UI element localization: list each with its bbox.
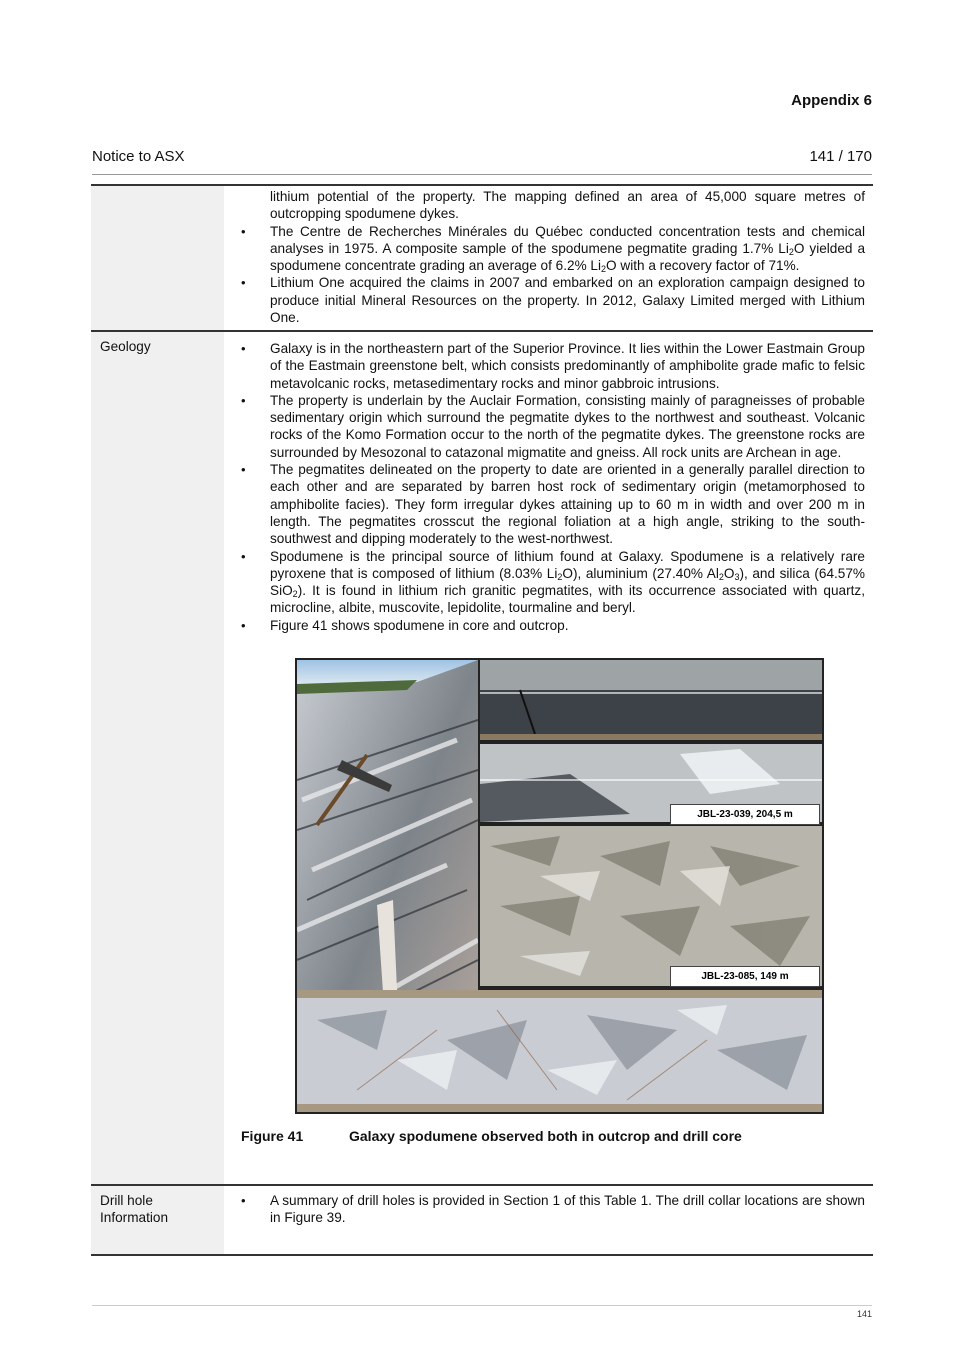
drill-core-photo-4	[297, 990, 822, 1112]
bullet-item: • The pegmatites delineated on the property to date are oriented in a generally parallel direction to each other and are separated by barren host rock of sedimentary origin (metamorphosed to amphibolite facies). They form irregular dykes attaining up to 60 m in width and over 200 m in length. The pegmatites crosscut the regional foliation at a high angle, striking to the south-southwest and dipping moderately to the west-northwest.	[241, 461, 865, 547]
row-body	[224, 331, 873, 1185]
bullet-list	[241, 186, 865, 326]
bullet-item: • Figure 41 shows spodumene in core and outcrop.	[241, 617, 865, 634]
page-counter: 141 / 170	[809, 148, 872, 165]
bullet-item: lithium potential of the property. The mapping defined an area of 45,000 square metres of outcropping spodumene dykes.	[270, 189, 865, 222]
row-body	[224, 185, 873, 331]
bullet-item: • The property is underlain by the Auclair Formation, consisting mainly of paragneisses of probable sedimentary origin which surround the pegmatite dykes to the northwest and southeast. Volcanic rocks of the Komo Formation occur to the north of the pegmatite dykes. The greenstone rocks are surrounded by Mesozonal to catazonal migmatite and gneiss. All rock units are Archean in age.	[241, 392, 865, 461]
header-divider	[92, 174, 872, 175]
bullet-list	[241, 332, 865, 634]
bullet-item: • A summary of drill holes is provided in Section 1 of this Table 1. The drill collar locations are shown in Figure 39.	[241, 1192, 865, 1227]
row-label	[91, 185, 224, 331]
appendix-title: Appendix 6	[791, 92, 872, 109]
bullet-item: • Galaxy is in the northeastern part of the Superior Province. It lies within the Lower Eastmain Group of the Eastmain greenstone belt, which consists predominantly of amphibolite grade mafic to felsic metavolcanic rocks, metasedimentary rocks and minor gabbroic intrusions.	[241, 340, 865, 392]
document-name: Notice to ASX	[92, 148, 185, 165]
info-table	[91, 184, 873, 1256]
footer-divider	[92, 1305, 872, 1306]
drill-core-photo-3	[480, 826, 822, 986]
row-body	[224, 1185, 873, 1255]
footer-page-number: 141	[856, 1309, 872, 1319]
row-label: Drill hole Information	[91, 1185, 224, 1255]
figure-41-image	[295, 658, 824, 1114]
drill-core-photo-1	[480, 660, 822, 740]
figure-caption	[241, 1128, 865, 1145]
table-row	[91, 185, 873, 331]
row-label: Geology	[91, 331, 224, 1185]
figure-number: Figure 41	[241, 1128, 304, 1145]
bullet-item: • The Centre de Recherches Minérales du Québec conducted concentration tests and chemical analyses in 1975. A composite sample of the spodumene pegmatite grading 1.7% $Li_2O$ yielded a spodumene concentrate grading an average of 6.2% $Li_2O$ with a recovery factor of 71%.	[241, 223, 865, 275]
figure-title: Galaxy spodumene observed both in outcrop and drill core	[349, 1128, 742, 1145]
core-label-1: JBL-23-039, 204,5 m	[670, 804, 820, 825]
bullet-item: • Lithium One acquired the claims in 2007 and embarked on an exploration campaign designed to produce initial Mineral Resources on the property. In 2012, Galaxy Limited merged with Lithium One.	[241, 274, 865, 326]
bullet-item: • Spodumene is the principal source of lithium found at Galaxy. Spodumene is a relatively rare pyroxene that is composed of lithium (8.03% $Li_2O$), aluminium (27.40% $Al_2O_3$), and silica (64.57% SiO$_2$). It is found in lithium rich granitic pegmatites, with its occurrence associated with quartz, microcline, albite, muscovite, lepidolite, tourmaline and beryl.	[241, 548, 865, 617]
table-row	[91, 331, 873, 1185]
core-label-2: JBL-23-085, 149 m	[670, 966, 820, 987]
table-row	[91, 1185, 873, 1255]
bullet-list	[241, 1186, 865, 1227]
